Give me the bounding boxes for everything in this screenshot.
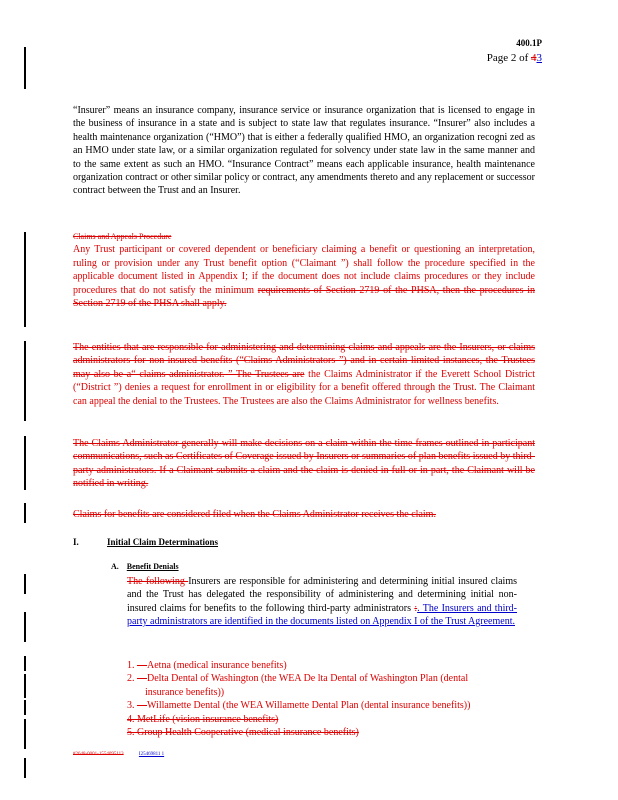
change-bar (24, 574, 26, 594)
list-item: 3. —Willamette Dental (the WEA Willamette Dental Plan (dental insurance benefits)) (127, 700, 471, 712)
list-item-continuation: insurance benefits)) (145, 686, 225, 698)
footer-code-inserted: I25469811 1 (138, 752, 165, 757)
section-a-letter: A. (111, 562, 119, 571)
footer-code-deleted: #2648-0001-1554095113 (73, 752, 124, 757)
section-one-numeral: I. (73, 537, 79, 547)
change-bar (24, 232, 26, 327)
list-item-deleted (127, 713, 547, 726)
section-one-title: Initial Claim Determinations (107, 537, 219, 547)
page-number (487, 52, 542, 64)
document-footer (73, 752, 164, 757)
section-a-deleted-lead: The following (127, 576, 189, 587)
claims-paragraph-text: Any Trust participant or covered dependent or beneficiary claiming a benefit or questioning an interpretation, ruling or provision under any Trust benefit option (“Claimant ”) shall follow the procedure specified in the applicable document listed in Appendix I; if the document does not include claims procedures or they include procedures that do not satisfy the minimum (73, 244, 535, 296)
claims-paragraph-deleted: requirements of Section 2719 of the PHSA, then the procedures in Section 2719 of the PHSA shall apply. (73, 284, 535, 310)
list-item-text: Aetna (medical insurance benefits) (147, 660, 287, 671)
section-a-inserted-text: . The Insurers and third-party administrators are identified in the documents listed on Appendix I of the Trust Agreement. (127, 602, 518, 628)
list-item-number: 4. (127, 713, 135, 725)
list-item-deleted (127, 726, 547, 739)
list-item: 1. —Aetna (medical insurance benefits) (127, 660, 287, 671)
list-item-number: 3. (127, 700, 135, 712)
claims-heading-deleted: Claims and Appeals Procedure (73, 232, 172, 241)
change-bar (24, 719, 26, 749)
list-item-text: Delta Dental of Washington (the WEA De lta Dental of Washington Plan (dental (147, 673, 469, 685)
list-item-text: MetLife (vision insurance benefits) (137, 713, 279, 725)
list-item-number: 2. (127, 673, 135, 685)
list-item: 2. —Delta Dental of Washington (the WEA De lta Dental of Washington Plan (dental insurance benefits)) (127, 672, 547, 699)
page-number-prefix: Page 2 of (486, 52, 531, 64)
administrator-list (127, 659, 547, 739)
list-item-number: 1. (127, 660, 135, 671)
entities-deleted-text: The entities that are responsible for administering and determining claims and appeals are the Insurers, or claims administrators for non-insured benefits (“Claims Administrators ”) and in certain limited instances, the Trustees may also be a“ claims administrator. ” The Trustees are (73, 342, 535, 380)
filed-sentence-deleted: Claims for benefits are considered filed when the Claims Administrator receives the claim. (73, 509, 436, 520)
page-total-inserted: 3 (536, 52, 542, 64)
list-item-text: Willamette Dental (the WEA Willamette Dental Plan (dental insurance benefits)) (147, 700, 471, 712)
decisions-paragraph-deleted: The Claims Administrator generally will make decisions on a claim within the time frames outlined in participant communications, such as Certificates of Coverage issued by Insurers or summaries of plan benefits issued by third-party administrators. If a Claimant submits a claim and the claim is denied in full or in part, the Claimant will be notified in writing. (73, 438, 535, 490)
section-a-deleted-colon: : (414, 602, 418, 614)
section-one-heading (73, 537, 218, 547)
page-total-deleted: 4 (531, 52, 537, 64)
change-bar (24, 503, 26, 523)
claims-section (73, 230, 535, 310)
change-bar (24, 674, 26, 698)
entities-paragraph (73, 341, 535, 408)
change-bar (24, 656, 26, 671)
change-bar (24, 612, 26, 642)
change-bar (24, 436, 26, 490)
change-bar (24, 758, 26, 778)
document-code: 400.1P (516, 38, 542, 48)
list-item-number: 5. (127, 727, 135, 739)
section-a-text: Insurers are responsible for administering and determining initial insured claims and the Trust has delegated the responsibility of administering and determining initial non-insured claims for benefits to the following third-party administrators (127, 576, 517, 614)
entities-remaining-text: the Claims Administrator if the Everett School District (“District ”) denies a request for enrollment in or eligibility for a benefit offered through the Trust. The Claimant can appeal the denial to the Trustees. The Trustees are also the Claims Administrator for wellness benefits. (73, 368, 536, 407)
insurer-definition-paragraph: “Insurer” means an insurance company, insurance service or insurance organization that is licensed to engage in the business of insurance in a state and is subject to state law that regulates insurance. “Insurer” also includes a health maintenance organization (“HMO”) that is either a federally qualified HMO, an organization recogni zed as an HMO under state law, or a similar organization regulated for solvency under state law in the same manner and to the same extent as such an HMO. “Insurance Contract” means each applicable insurance, health maintenance organization contract or other similar policy or contract, any amendments thereto and any replacement or successor contract between the Trust and an Insurer. (73, 105, 535, 197)
change-bar (24, 341, 26, 421)
list-item-text: Group Health Cooperative (medical insurance benefits) (137, 727, 359, 739)
change-bar (24, 47, 26, 89)
change-bar (24, 700, 26, 715)
section-a-paragraph (127, 575, 517, 629)
section-a-heading (111, 562, 179, 571)
section-a-title: Benefit Denials (126, 562, 179, 571)
